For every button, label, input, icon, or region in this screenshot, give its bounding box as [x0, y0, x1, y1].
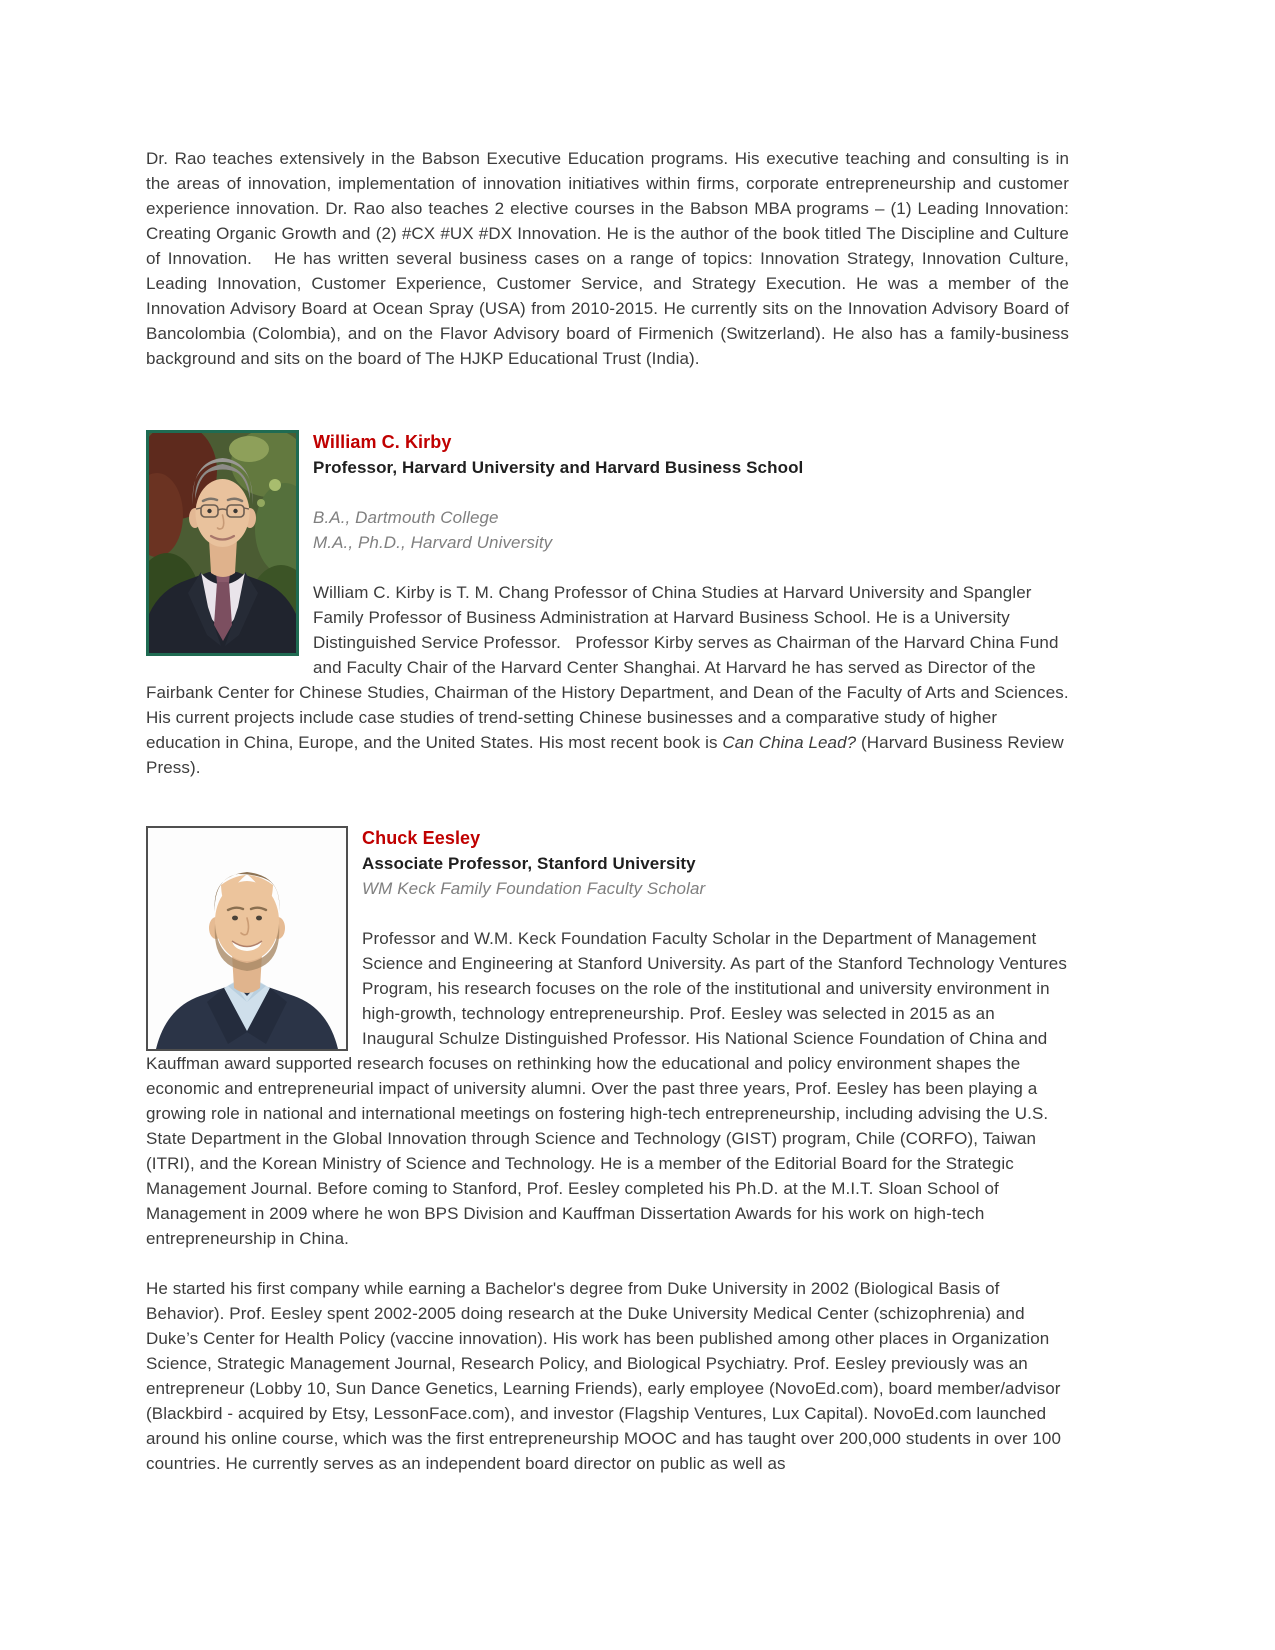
eesley-portrait-photo	[146, 826, 348, 1051]
eesley-portrait-illustration	[148, 828, 346, 1049]
kirby-bio-text-after: (Harvard Business Review Press).	[146, 733, 1064, 777]
eesley-subtitle: WM Keck Family Foundation Faculty Scholar	[362, 879, 706, 898]
eesley-second-paragraph: He started his first company while earning a Bachelor's degree from Duke University in 2002 (Biological Basis of Behavior). Prof. Eesley spent 2002-2005 doing research at the Duke University Medical Center (schizophrenia) and Duke’s Center for Health Policy (vaccine innovation). His work has been published among other places in Organization Science, Strategic Management Journal, Research Policy, and Biological Psychiatry. Prof. Eesley previously was an entrepreneur (Lobby 10, Sun Dance Genetics, Learning Friends), early employee (NovoEd.com), board member/advisor (Blackbird - acquired by Etsy, LessonFace.com), and investor (Flagship Ventures, Lux Capital). NovoEd.com launched around his online course, which was the first entrepreneurship MOOC and has taught over 200,000 students in over 100 countries. He currently serves as an independent board director on public as well as	[146, 1279, 1062, 1473]
intro-paragraph: Dr. Rao teaches extensively in the Babson Executive Education programs. His executive teaching and consulting is in the areas of innovation, implementation of innovation initiatives within firms, corporate entrepreneurship and customer experience innovation. Dr. Rao also teaches 2 elective courses in the Babson MBA programs – (1) Leading Innovation: Creating Organic Growth and (2) #CX #UX #DX Innovation. He is the author of the book titled The Discipline and Culture of Innovation. He has written several business cases on a range of topics: Innovation Strategy, Innovation Culture, Leading Innovation, Customer Experience, Customer Service, and Strategy Execution. He was a member of the Innovation Advisory Board at Ocean Spray (USA) from 2010-2015. He currently sits on the Innovation Advisory Board of Bancolombia (Colombia), and on the Flavor Advisory board of Firmenich (Switzerland). He also has a family-business background and sits on the board of The HJKP Educational Trust (India).	[146, 149, 1069, 368]
eesley-title-heading: Associate Professor, Stanford University	[362, 854, 696, 873]
profile-card-eesley	[146, 826, 1069, 1251]
kirby-bio-book-title: Can China Lead?	[722, 733, 857, 752]
profile-card-kirby	[146, 430, 1069, 780]
kirby-portrait-photo	[146, 430, 299, 656]
kirby-title-heading: Professor, Harvard University and Harvard Business School	[313, 458, 804, 477]
kirby-bio-text-before: William C. Kirby is T. M. Chang Professor of China Studies at Harvard University and Spangler Family Professor of Business Administration at Harvard Business School. He is a University Distinguished Service Professor. Professor Kirby serves as Chairman of the Harvard China Fund and Faculty Chair of the Harvard Center Shanghai. At Harvard he has served as Director of the Fairbank Center for Chinese Studies, Chairman of the History Department, and Dean of the Faculty of Arts and Sciences. His current projects include case studies of trend-setting Chinese businesses and a comparative study of higher education in China, Europe, and the United States. His most recent book is	[146, 583, 1069, 752]
eesley-bio-paragraph: Professor and W.M. Keck Foundation Faculty Scholar in the Department of Management Science and Engineering at Stanford University. As part of the Stanford Technology Ventures Program, his research focuses on the role of the institutional and university environment in high-growth, technology entrepreneurship. Prof. Eesley was selected in 2015 as an Inaugural Schulze Distinguished Professor. His National Science Foundation of China and Kauffman award supported research focuses on rethinking how the educational and policy environment shapes the economic and entrepreneurial impact of university alumni. Over the past three years, Prof. Eesley has been playing a growing role in national and international meetings on fostering high-tech entrepreneurship, including advising the U.S. State Department in the Global Innovation through Science and Technology (GIST) program, Chile (CORFO), Taiwan (ITRI), and the Korean Ministry of Science and Technology. He is a member of the Editorial Board for the Strategic Management Journal. Before coming to Stanford, Prof. Eesley completed his Ph.D. at the M.I.T. Sloan School of Management in 2009 where he won BPS Division and Kauffman Dissertation Awards for his work on high-tech entrepreneurship in China.	[146, 929, 1067, 1248]
kirby-education-line-2: M.A., Ph.D., Harvard University	[313, 533, 553, 552]
kirby-portrait-illustration	[149, 433, 296, 653]
kirby-education-line-1: B.A., Dartmouth College	[313, 508, 499, 527]
eesley-name-heading: Chuck Eesley	[362, 828, 481, 848]
kirby-name-heading: William C. Kirby	[313, 432, 452, 452]
